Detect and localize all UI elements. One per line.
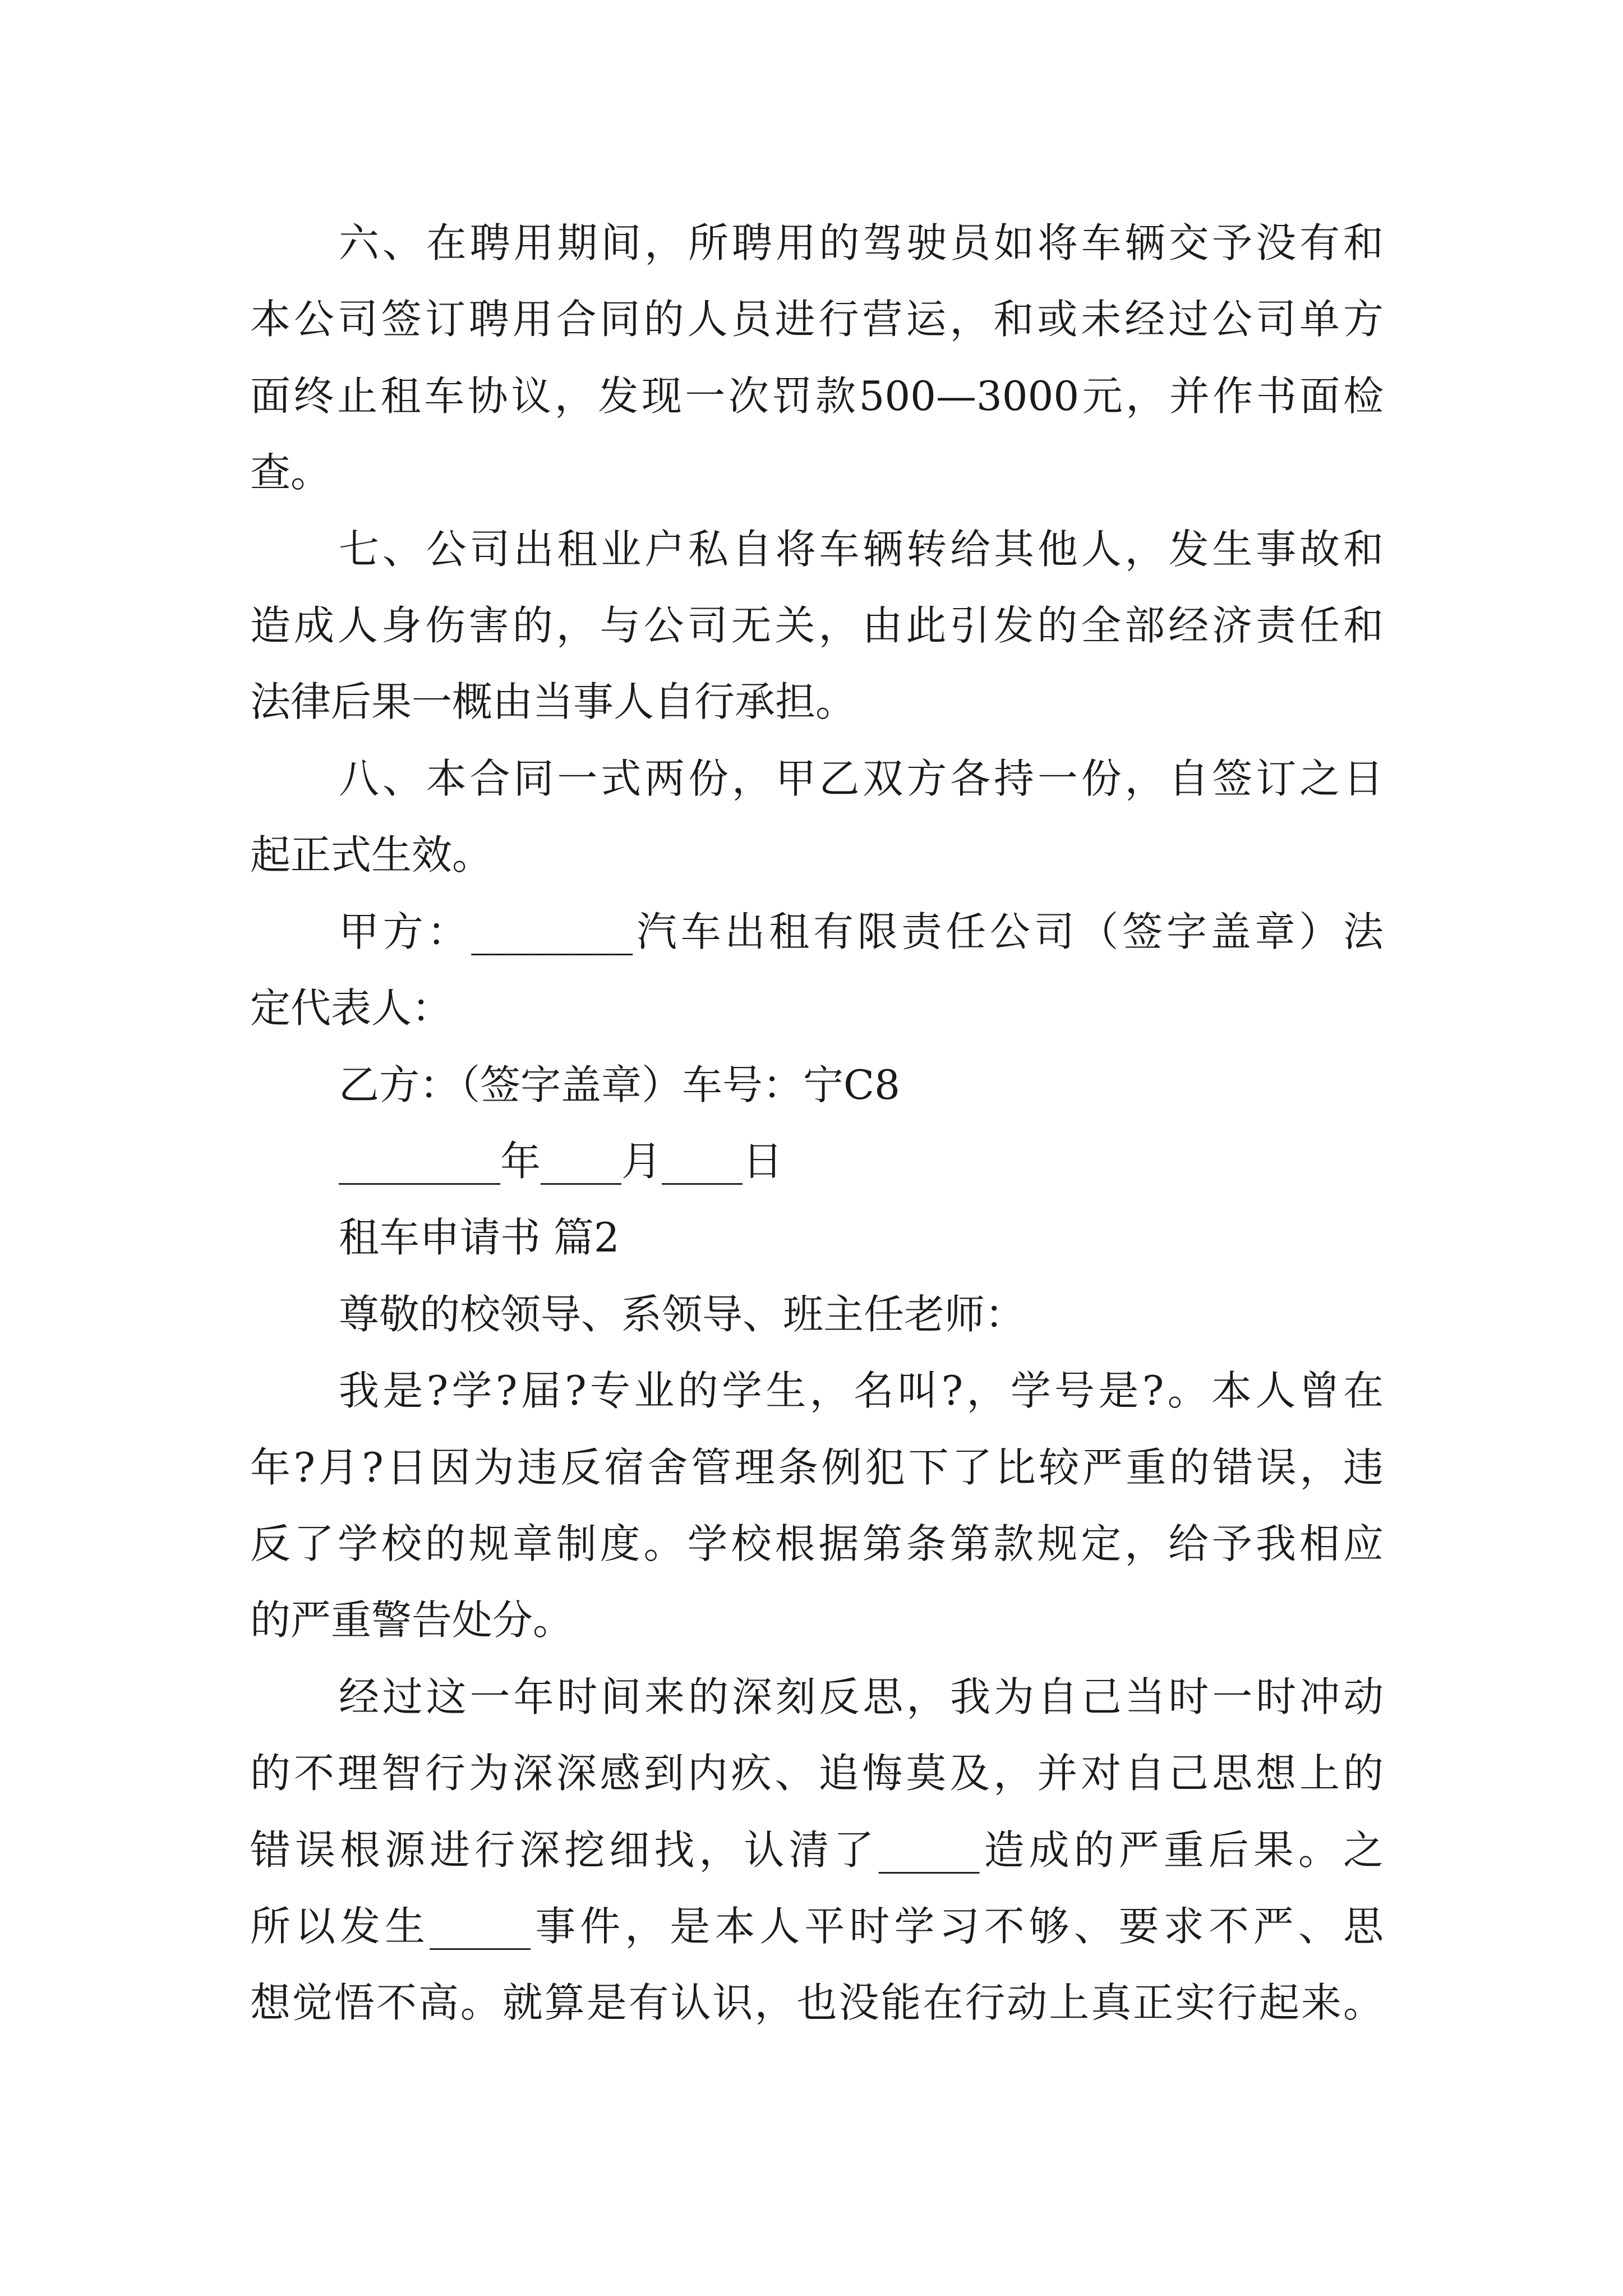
- text-line: 七、公司出租业户私自将车辆转给其他人，发生事故和: [339, 526, 1384, 573]
- text-line: 六、在聘用期间，所聘用的驾驶员如将车辆交予没有和: [339, 219, 1384, 266]
- text-line: 法律后果一概由当事人自行承担。: [250, 678, 856, 725]
- text-line: 本公司签订聘用合同的人员进行营运，和或未经过公司单方: [250, 296, 1384, 343]
- text-line: 查。: [250, 449, 331, 496]
- signature-party-b: 乙方：（签字盖章）车号：宁C8: [339, 1061, 900, 1108]
- text-line: 起正式生效。: [250, 831, 493, 878]
- text-line: 的不理智行为深深感到内疚、追悔莫及，并对自己思想上的: [250, 1750, 1384, 1797]
- text-line: 想觉悟不高。就算是有认识，也没能在行动上真正实行起来。: [250, 1979, 1384, 2026]
- text-line: 错误根源进行深挖细找，认清了_____造成的严重后果。之: [250, 1826, 1384, 1874]
- text-line: 造成人身伤害的，与公司无关，由此引发的全部经济责任和: [250, 602, 1384, 649]
- section-title: 租车申请书 篇2: [339, 1214, 620, 1261]
- text-line: 年?月?日因为违反宿舍管理条例犯下了比较严重的错误，违: [250, 1444, 1384, 1491]
- text-line: 所以发生_____事件，是本人平时学习不够、要求不严、思: [250, 1903, 1384, 1950]
- date-line: ________年____月____日: [339, 1138, 783, 1185]
- text-line: 面终止租车协议，发现一次罚款500—3000元，并作书面检: [250, 372, 1384, 420]
- text-line: 我是?学?届?专业的学生，名叫?，学号是?。本人曾在: [339, 1367, 1384, 1414]
- text-line: 八、本合同一式两份，甲乙双方各持一份，自签订之日: [339, 755, 1384, 802]
- signature-party-a: 甲方：________汽车出租有限责任公司（签字盖章）法: [339, 908, 1384, 955]
- text-line: 反了学校的规章制度。学校根据第条第款规定，给予我相应: [250, 1520, 1384, 1567]
- text-line: 的严重警告处分。: [250, 1596, 574, 1644]
- text-line: 定代表人：: [250, 984, 453, 1032]
- text-line: 经过这一年时间来的深刻反思，我为自己当时一时冲动: [339, 1673, 1384, 1720]
- salutation: 尊敬的校领导、系领导、班主任老师：: [339, 1291, 1026, 1338]
